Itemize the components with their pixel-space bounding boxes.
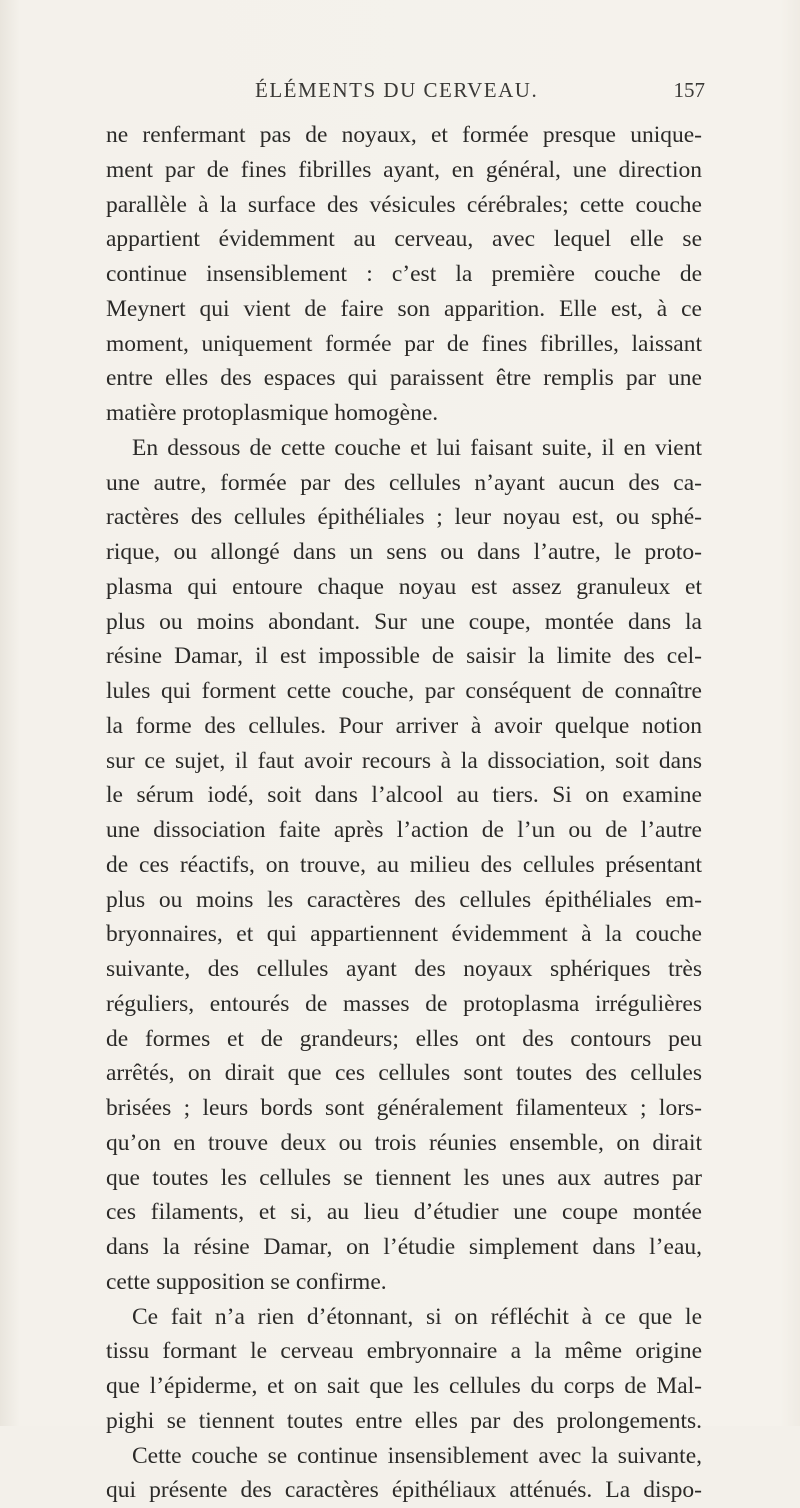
text-line: que l’épiderme, et on sait que les cellules du corps de Mal- — [106, 1373, 702, 1399]
text-line: parallèle à la surface des vésicules cérébrales; cette couche — [106, 191, 702, 218]
text-line: réguliers, entourés de masses de protoplasma irrégulières — [106, 990, 702, 1017]
text-line: qui présente des caractères épithéliaux atténués. La dispo- — [106, 1477, 702, 1504]
text-line: ment par de fines fibrilles ayant, en général, une direction — [106, 156, 702, 183]
text-line: tissu formant le cerveau embryonnaire a la même origine — [106, 1338, 702, 1365]
body-text — [106, 118, 702, 1508]
page-number: 157 — [673, 78, 705, 102]
text-line: de ces réactifs, on trouve, au milieu des cellules présentant — [106, 851, 702, 878]
text-line: lules qui forment cette couche, par conséquent de connaître — [106, 678, 702, 704]
text-line: En dessous de cette couche et lui faisant suite, il en vient — [132, 434, 702, 461]
text-line: entre elles des espaces qui paraissent être remplis par une — [106, 365, 702, 392]
text-line: appartient évidemment au cerveau, avec lequel elle se — [106, 226, 702, 253]
text-line: brisées ; leurs bords sont généralement filamenteux ; lors- — [106, 1095, 702, 1121]
text-line: le sérum iodé, soit dans l’alcool au tiers. Si on examine — [106, 782, 702, 809]
page-header — [105, 78, 705, 110]
text-line: ces filaments, et si, au lieu d’étudier une coupe montée — [106, 1199, 702, 1226]
text-line: ne renfermant pas de noyaux, et formée presque unique- — [106, 122, 702, 148]
text-line: une autre, formée par des cellules n’ayant aucun des ca- — [106, 469, 702, 496]
text-line: plasma qui entoure chaque noyau est assez granuleux et — [106, 573, 702, 600]
text-line: plus ou moins abondant. Sur une coupe, montée dans la — [106, 608, 702, 635]
text-line: Meynert qui vient de faire son apparition. Elle est, à ce — [106, 295, 702, 322]
text-line: plus ou moins les caractères des cellules épithéliales em- — [106, 886, 702, 913]
running-head: ÉLÉMENTS DU CERVEAU. — [255, 78, 539, 102]
text-line: rique, ou allongé dans un sens ou dans l’autre, le proto- — [106, 539, 702, 565]
text-line: bryonnaires, et qui appartiennent évidemment à la couche — [106, 921, 702, 948]
text-line: une dissociation faite après l’action de l’un ou de l’autre — [106, 817, 702, 843]
text-line: arrêtés, on dirait que ces cellules sont toutes des cellules — [106, 1060, 702, 1087]
text-line: sur ce sujet, il faut avoir recours à la dissociation, soit dans — [106, 747, 702, 774]
text-line: que toutes les cellules se tiennent les unes aux autres par — [106, 1164, 702, 1191]
text-line: matière protoplasmique homogène. — [106, 400, 439, 426]
text-line: dans la résine Damar, on l’étudie simplement dans l’eau, — [106, 1234, 702, 1260]
text-line: qu’on en trouve deux ou trois réunies ensemble, on dirait — [106, 1129, 702, 1156]
text-line: ractères des cellules épithéliales ; leur noyau est, ou sphé- — [106, 504, 702, 531]
text-line: continue insensiblement : c’est la première couche de — [106, 261, 702, 287]
text-line: de formes et de grandeurs; elles ont des contours peu — [106, 1025, 702, 1052]
text-line: la forme des cellules. Pour arriver à avoir quelque notion — [106, 712, 702, 739]
text-line: Cette couche se continue insensiblement avec la suivante, — [132, 1442, 702, 1469]
text-line: Ce fait n’a rien d’étonnant, si on réfléchit à ce que le — [132, 1303, 702, 1330]
text-line: cette supposition se confirme. — [106, 1268, 387, 1295]
text-line: pighi se tiennent toutes entre elles par des prolongements. — [106, 1407, 702, 1434]
text-line: résine Damar, il est impossible de saisir la limite des cel- — [106, 643, 702, 670]
text-line: moment, uniquement formée par de fines fibrilles, laissant — [106, 330, 702, 357]
text-line: suivante, des cellules ayant des noyaux sphériques très — [106, 956, 702, 982]
